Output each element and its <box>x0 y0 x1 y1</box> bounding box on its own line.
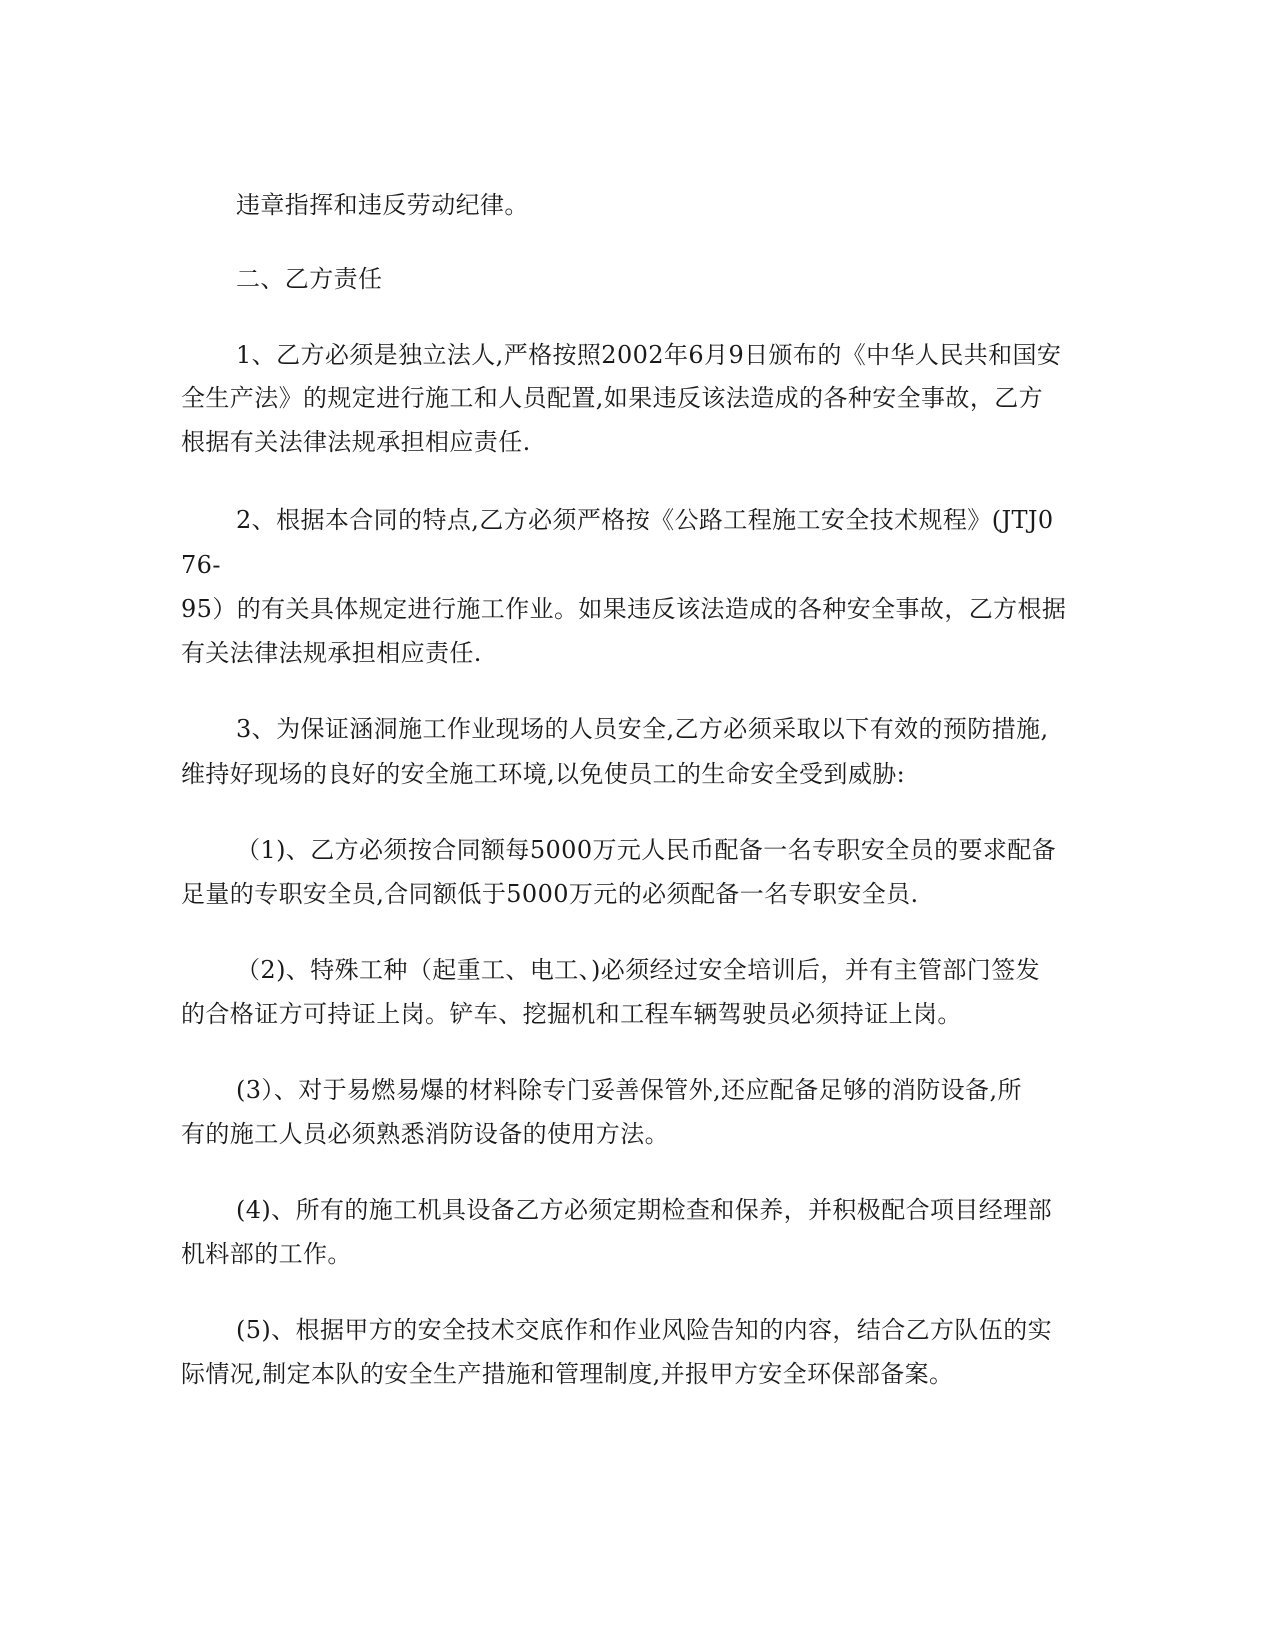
text-line: 全生产法》的规定进行施工和人员配置,如果违反该法造成的各种安全事故，乙方 <box>181 384 1044 412</box>
text-line: 95）的有关具体规定进行施工作业。如果违反该法造成的各种安全事故，乙方根据 <box>181 595 1067 623</box>
text-line: 机料部的工作。 <box>181 1240 352 1268</box>
text-line: (4)、所有的施工机具设备乙方必须定期检查和保养，并积极配合项目经理部 <box>236 1196 1052 1224</box>
section-heading: 二、乙方责任 <box>236 265 383 293</box>
text-line: （1)、乙方必须按合同额每5000万元人民币配备一名专职安全员的要求配备 <box>236 836 1057 864</box>
text-line: (5)、根据甲方的安全技术交底作和作业风险告知的内容，结合乙方队伍的实 <box>236 1316 1052 1344</box>
text-line: 76- <box>181 551 221 579</box>
text-line: 有的施工人员必须熟悉消防设备的使用方法。 <box>181 1120 669 1148</box>
text-line: 有关法律法规承担相应责任. <box>181 639 482 667</box>
text-line: 的合格证方可持证上岗。铲车、挖掘机和工程车辆驾驶员必须持证上岗。 <box>181 1000 962 1028</box>
text-line: 际情况,制定本队的安全生产措施和管理制度,并报甲方安全环保部备案。 <box>181 1360 954 1388</box>
text-line: 维持好现场的良好的安全施工环境,以免使员工的生命安全受到威胁: <box>181 760 906 788</box>
text-line: 2、根据本合同的特点,乙方必须严格按《公路工程施工安全技术规程》(JTJ0 <box>236 506 1054 534</box>
text-line: (3）、对于易燃易爆的材料除专门妥善保管外,还应配备足够的消防设备,所 <box>236 1076 1022 1104</box>
text-line: 3、为保证涵洞施工作业现场的人员安全,乙方必须采取以下有效的预防措施, <box>236 715 1049 743</box>
text-line: 足量的专职安全员,合同额低于5000万元的必须配备一名专职安全员. <box>181 880 919 908</box>
text-line: 根据有关法律法规承担相应责任. <box>181 428 531 456</box>
text-line: 违章指挥和违反劳动纪律。 <box>236 191 529 219</box>
text-line: 1、乙方必须是独立法人,严格按照2002年6月9日颁布的《中华人民共和国安 <box>236 341 1062 369</box>
text-line: （2)、特殊工种（起重工、电工、)必须经过安全培训后，并有主管部门签发 <box>236 956 1040 984</box>
